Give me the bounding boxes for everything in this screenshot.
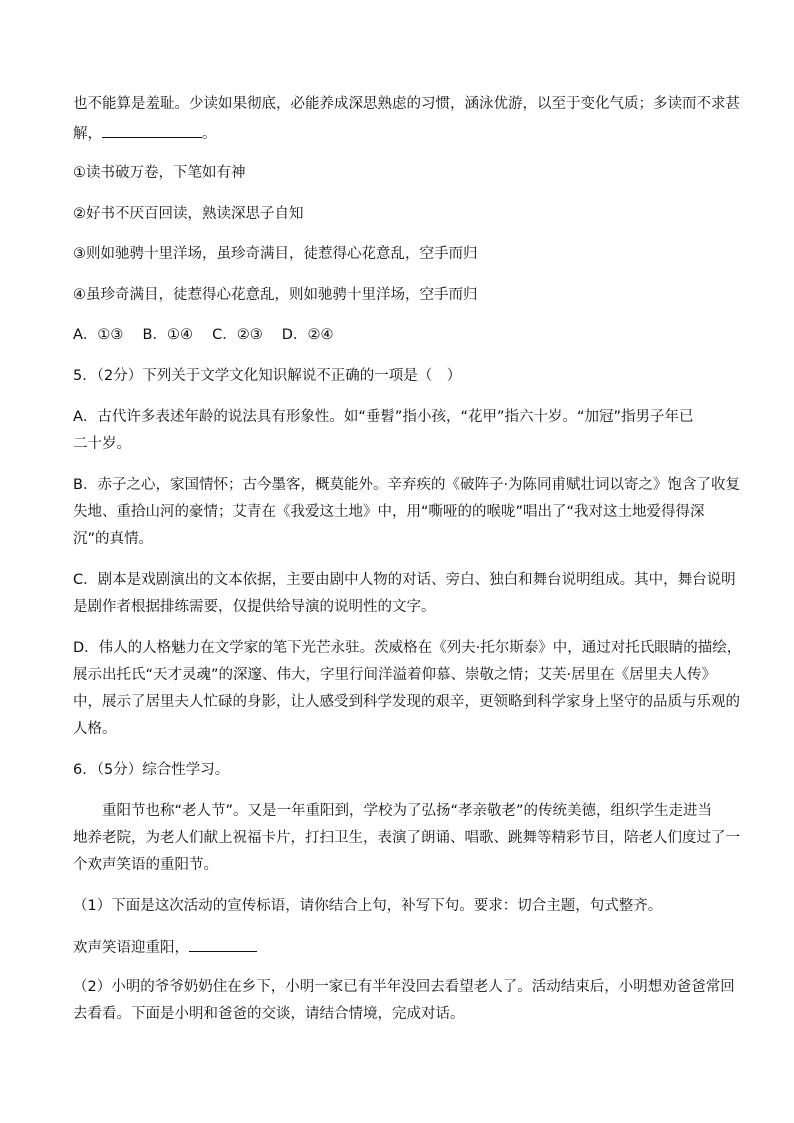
intro-line-2 <box>73 123 217 144</box>
option-4: ④虽珍奇满目，徒惹得心花意乱，则如驰骋十里洋场，空手而归 <box>73 287 478 303</box>
q5-option-c-line-1: C．剧本是戏剧演出的文本依据，主要由剧中人物的对话、旁白、独白和舞台说明组成。其中，舞台说明 <box>73 572 736 588</box>
slogan-answer-blank[interactable] <box>189 937 257 952</box>
q5-option-a-line-1: A．古代许多表述年龄的说法具有形象性。如“垂髫”指小孩，“花甲”指六十岁。“加冠”指男子年已 <box>73 409 694 425</box>
q5-option-a-line-2: 二十岁。 <box>73 436 131 452</box>
q6-sub-question-2-line-1: （2）小明的爷爷奶奶住在乡下，小明一家已有半年没回去看望老人了。活动结束后，小明想劝爸爸常回 <box>73 979 735 995</box>
q5-option-d-line-2: 展示出托氏“天才灵魂”的深邃、伟大，字里行间洋溢着仰慕、崇敬之情；艾芙·居里在《居里夫人传》 <box>73 667 717 683</box>
q5-stem: 5．（2分）下列关于文学文化知识解说不正确的一项是（ ） <box>73 368 462 384</box>
q5-option-c-line-2: 是剧作者根据排练需要，仅提供给导演的说明性的文字。 <box>73 599 436 615</box>
q6-sub-question-1: （1）下面是这次活动的宣传标语，请你结合上句，补写下句。要求：切合主题，句式整齐。 <box>73 898 663 914</box>
q6-passage-line-2: 地养老院，为老人们献上祝福卡片，打扫卫生，表演了朗诵、唱歌、跳舞等精彩节目，陪老人们度过了一 <box>73 830 740 846</box>
q6-passage-line-3: 个欢声笑语的重阳节。 <box>73 857 218 873</box>
q6-passage-line-1: 重阳节也称“老人节”。又是一年重阳到，学校为了弘扬“孝亲敬老”的传统美德，组织学生走进当 <box>73 803 713 819</box>
answer-choices-q4: A．①③ B．①④ C．②③ D．②④ <box>73 327 334 343</box>
q6-sub-question-2-line-2: 去看看。下面是小明和爸爸的交谈，请结合情境，完成对话。 <box>73 1006 465 1022</box>
intro-line-1: 也不能算是羞耻。少读如果彻底，必能养成深思熟虑的习惯，涵泳优游，以至于变化气质；多读而不求甚 <box>73 96 740 112</box>
option-3: ③则如驰骋十里洋场，虽珍奇满目，徒惹得心花意乱，空手而归 <box>73 246 478 262</box>
intro-line-2-prefix: 解， <box>73 126 102 142</box>
q6-slogan-line <box>73 937 257 958</box>
q5-option-b-line-3: 沉”的真情。 <box>73 531 154 547</box>
q5-option-b-line-1: B．赤子之心，家国情怀；古今墨客，概莫能外。辛弃疾的《破阵子·为陈同甫赋壮词以寄之》饱含了收复 <box>73 477 741 493</box>
q5-option-d-line-3: 中，展示了居里夫人忙碌的身影，让人感受到科学发现的艰辛，更领略到科学家身上坚守的品质与乐观的 <box>73 694 740 710</box>
intro-line-2-suffix: 。 <box>202 126 217 142</box>
q6-slogan-prefix: 欢声笑语迎重阳， <box>73 940 189 956</box>
q5-option-b-line-2: 失地、重拾山河的豪情；艾青在《我爱这土地》中，用“嘶哑的的喉咙”唱出了“我对这土地爱得得深 <box>73 504 705 520</box>
q5-option-d-line-1: D．伟人的人格魅力在文学家的笔下光芒永驻。茨威格在《列夫·托尔斯泰》中，通过对托氏眼睛的描绘， <box>73 640 742 656</box>
answer-blank[interactable] <box>102 123 202 138</box>
option-2: ②好书不厌百回读，熟读深思子自知 <box>73 206 304 222</box>
option-1: ①读书破万卷，下笔如有神 <box>73 165 246 181</box>
q5-option-d-line-4: 人格。 <box>73 721 117 737</box>
q6-stem: 6．（5分）综合性学习。 <box>73 762 230 778</box>
